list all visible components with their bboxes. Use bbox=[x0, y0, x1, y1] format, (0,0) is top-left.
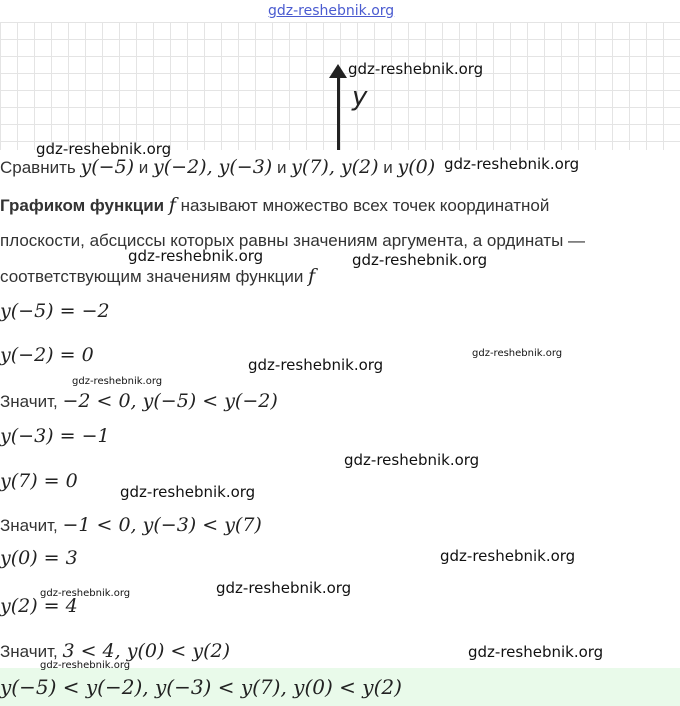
watermark: gdz-reshebnik.org bbox=[72, 376, 163, 387]
y-axis-arrow-icon bbox=[329, 64, 347, 78]
step-y-7: y(7) = 0 bbox=[0, 470, 78, 492]
step-conclusion-3: Значит, 3 < 4, y(0) < y(2) bbox=[0, 640, 231, 662]
step-y-2: y(2) = 4 bbox=[0, 595, 78, 617]
definition-line-3: соответствующим значениям функции f bbox=[0, 265, 316, 287]
watermark: gdz-reshebnik.org bbox=[348, 60, 484, 78]
watermark-top[interactable]: gdz-reshebnik.org bbox=[268, 3, 395, 19]
watermark: gdz-reshebnik.org bbox=[468, 643, 604, 661]
y-axis-line bbox=[337, 72, 340, 150]
watermark: gdz-reshebnik.org bbox=[216, 579, 352, 597]
watermark: gdz-reshebnik.org bbox=[248, 356, 384, 374]
graph-grid bbox=[0, 22, 680, 150]
definition-line-1: Графиком функции f называют множество всех точек координатной bbox=[0, 194, 550, 216]
step-y-minus3: y(−3) = −1 bbox=[0, 425, 110, 447]
task-text: Сравнить y(−5) и y(−2), y(−3) и y(7), y(2) и y(0) bbox=[0, 156, 436, 178]
watermark: gdz-reshebnik.org bbox=[352, 251, 488, 269]
watermark: gdz-reshebnik.org bbox=[120, 483, 256, 501]
watermark: gdz-reshebnik.org bbox=[472, 348, 563, 359]
step-y-minus2: y(−2) = 0 bbox=[0, 344, 94, 366]
watermark: gdz-reshebnik.org bbox=[444, 155, 580, 173]
watermark: gdz-reshebnik.org bbox=[40, 660, 131, 671]
watermark: gdz-reshebnik.org bbox=[40, 588, 131, 599]
y-axis-label: y bbox=[352, 82, 368, 112]
watermark: gdz-reshebnik.org bbox=[36, 140, 172, 158]
watermark: gdz-reshebnik.org bbox=[344, 451, 480, 469]
step-y-minus5: y(−5) = −2 bbox=[0, 300, 110, 322]
watermark: gdz-reshebnik.org bbox=[128, 247, 264, 265]
step-y-0: y(0) = 3 bbox=[0, 547, 78, 569]
answer-text: y(−5) < y(−2), y(−3) < y(7), y(0) < y(2) bbox=[0, 675, 402, 699]
step-conclusion-2: Значит, −1 < 0, y(−3) < y(7) bbox=[0, 514, 262, 536]
step-conclusion-1: Значит, −2 < 0, y(−5) < y(−2) bbox=[0, 390, 278, 412]
watermark: gdz-reshebnik.org bbox=[440, 547, 576, 565]
definition-line-2: плоскости, абсциссы которых равны значениям аргумента, а ординаты — bbox=[0, 231, 586, 250]
answer-box bbox=[0, 668, 680, 706]
